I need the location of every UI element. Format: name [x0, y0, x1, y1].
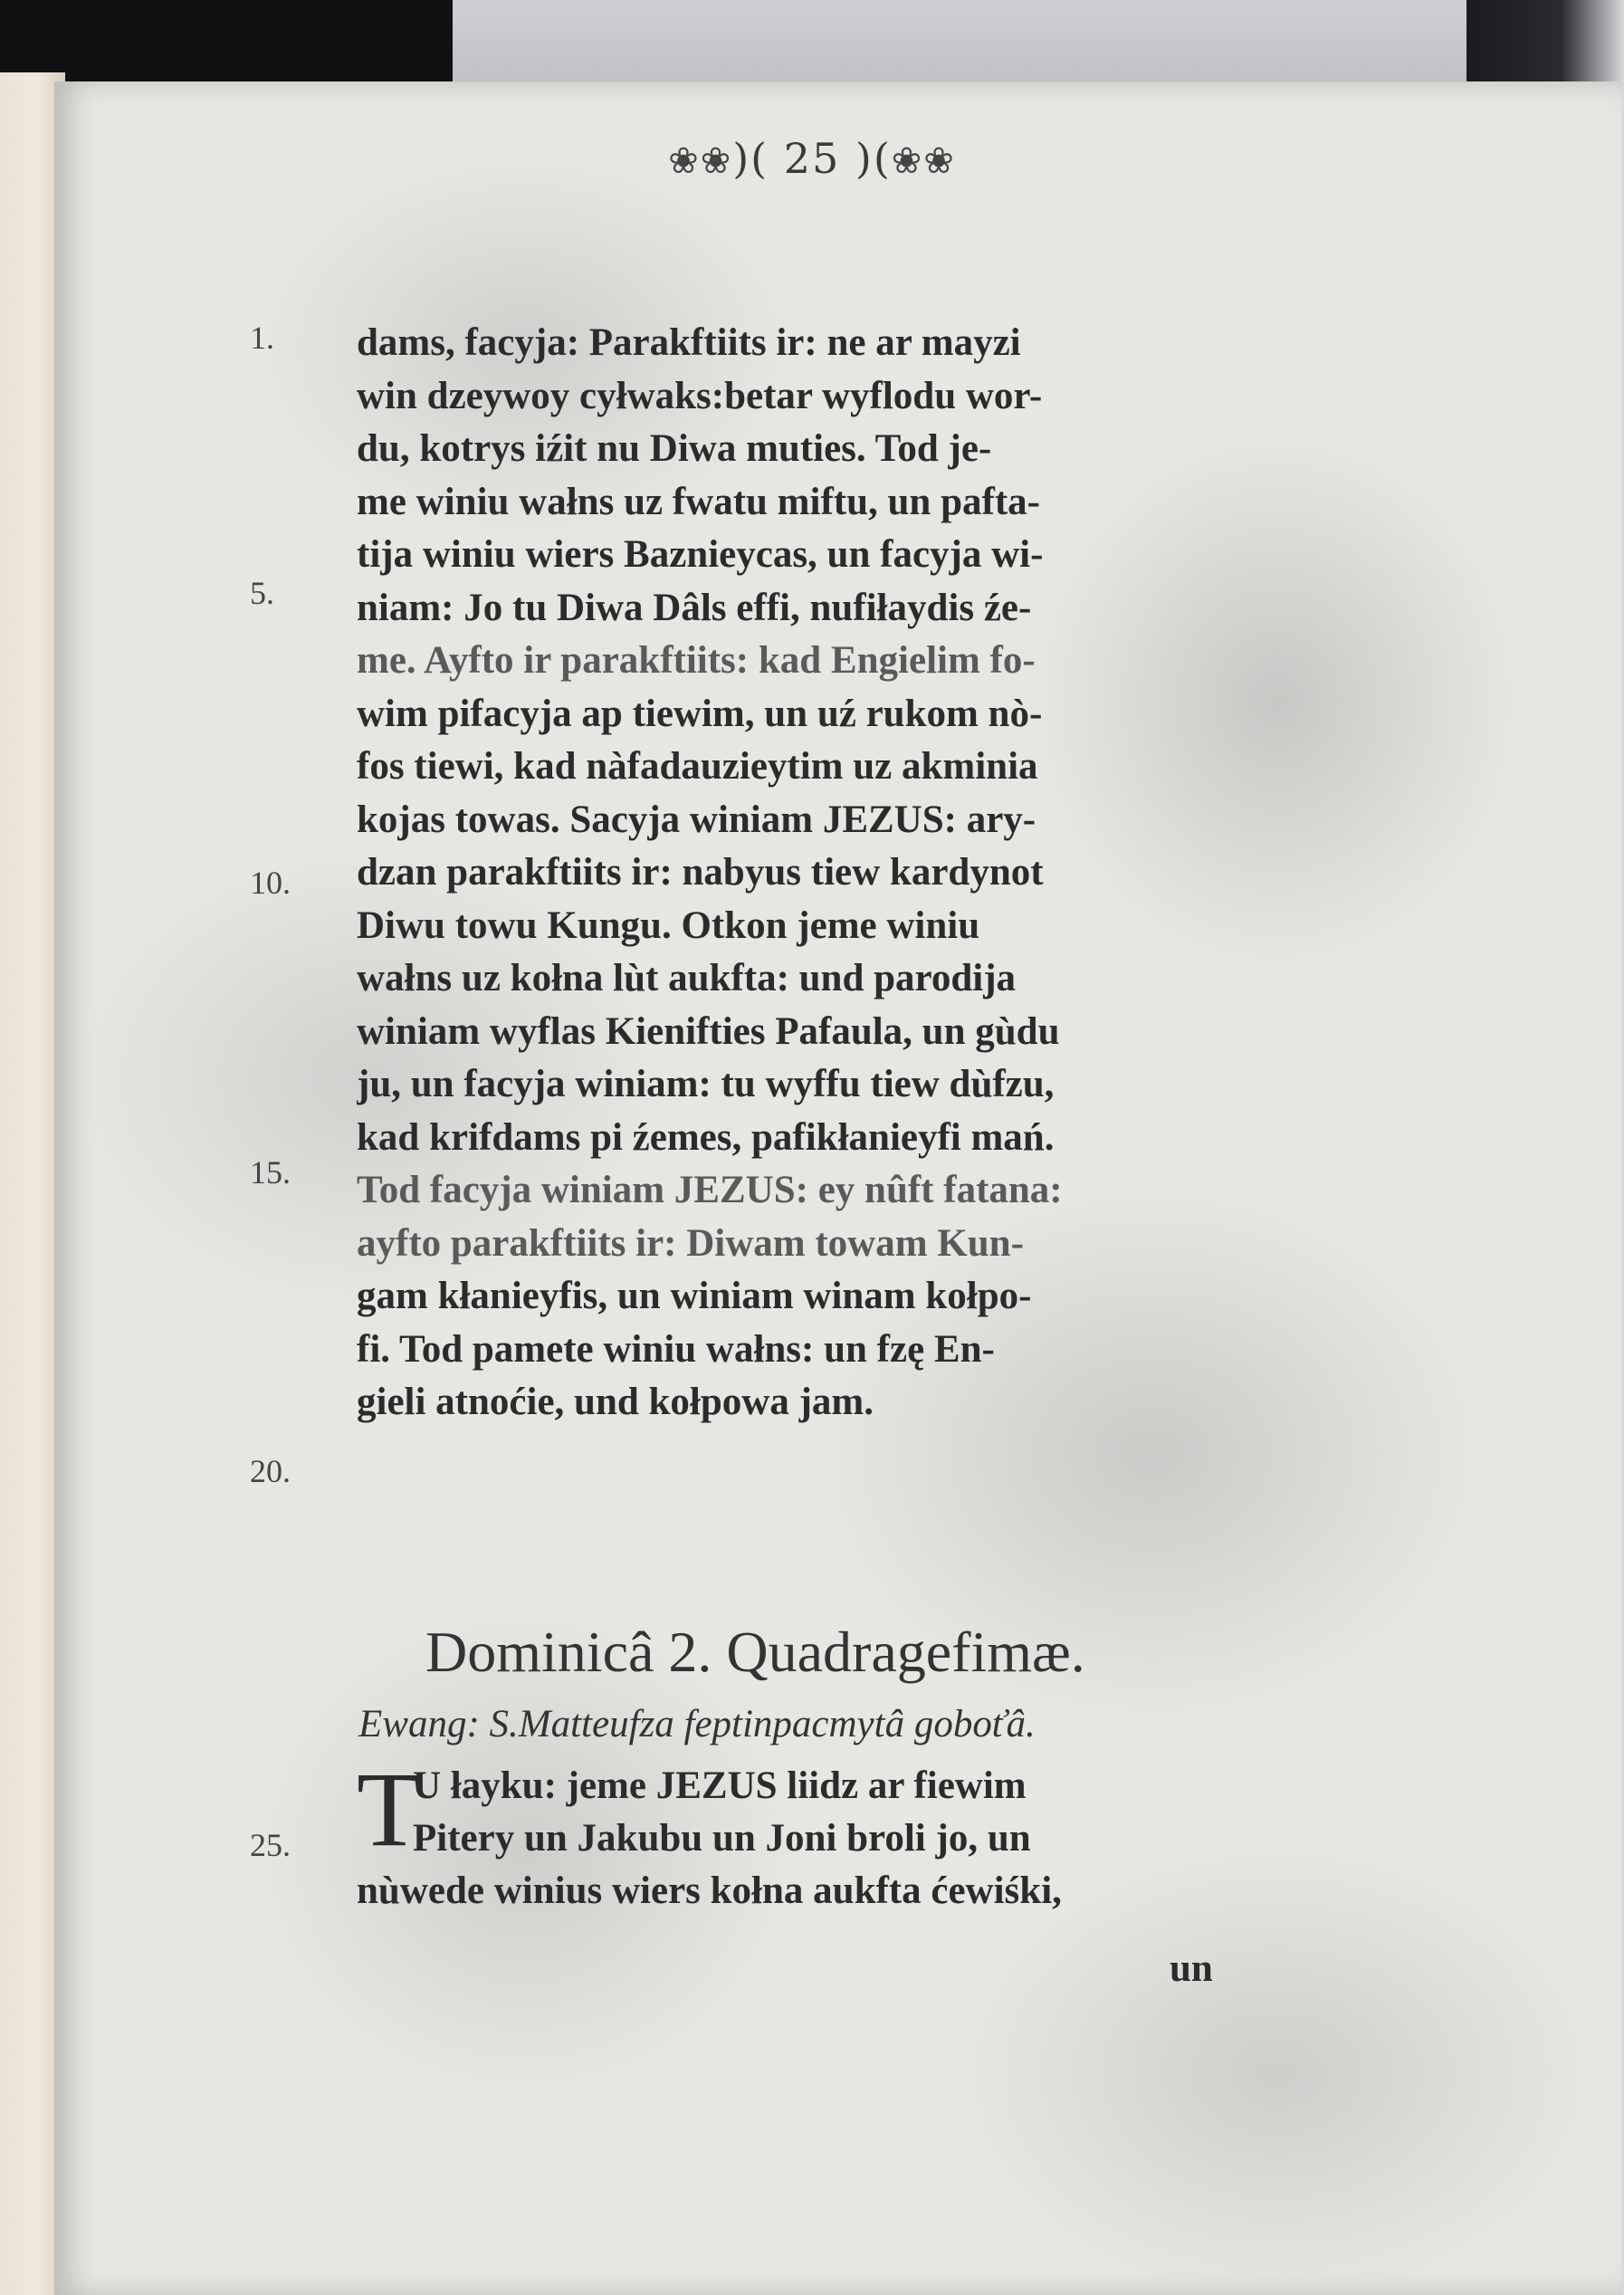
text-line: kojas towas. Sacyja winiam JEZUS: ary-	[357, 798, 1036, 841]
text-line: winiam wyflas Kienifties Pafaula, un gùdu	[357, 1009, 1060, 1053]
line-number: 10.	[250, 865, 291, 901]
page-number: )( 25 )(	[732, 134, 892, 183]
text-line: win dzeywoy cyłwaks:betar wyflodu wor-	[357, 374, 1043, 417]
text-line: fi. Tod pamete winiu wałns: un fzę En-	[357, 1327, 995, 1371]
section-subtitle: Ewang: S.Matteufza feptinpacmytâ goboťâ.	[358, 1703, 1036, 1745]
text-line: niam: Jo tu Diwa Dâls effi, nufiłaydis źe-	[357, 586, 1032, 629]
text-line: wałns uz kołna lùt aukfta: und parodija	[357, 957, 1017, 999]
line-number: 15.	[250, 1154, 291, 1191]
line-number: 25.	[250, 1827, 291, 1863]
line-number: 20.	[250, 1453, 291, 1489]
text-line: Diwu towu Kungu. Otkon jeme winiu	[357, 904, 980, 947]
text-line: dams, facyja: Parakftiits ir: ne ar mayzi	[357, 321, 1021, 364]
header-ornament-left: ❀❀	[668, 140, 733, 182]
line-number: 5.	[250, 575, 274, 611]
text-line: ju, un facyja winiam: tu wyffu tiew dùfzu,	[357, 1063, 1055, 1105]
catchword: un	[1170, 1947, 1213, 1990]
text-line: gam kłanieyfis, un winiam winam kołpo-	[357, 1275, 1032, 1317]
text-line: tija winiu wiers Baznieycas, un facyja wi-	[357, 533, 1044, 576]
gospel-text	[357, 1760, 1307, 1917]
drop-cap: T	[357, 1750, 423, 1869]
text-line: Pitery un Jakubu un Joni broli jo, un	[413, 1817, 1031, 1860]
text-line: Tod facyja winiam JEZUS: ey nûft fatana:	[357, 1169, 1063, 1211]
text-line: me. Ayfto ir parakftiits: kad Engielim fo-	[357, 639, 1036, 682]
body-text	[357, 317, 1307, 1430]
text-line: ayfto parakftiits ir: Diwam towam Kun-	[357, 1221, 1024, 1265]
text-line: gieli atnoćie, und kołpowa jam.	[357, 1381, 874, 1423]
line-number: 1.	[250, 320, 274, 356]
page-header	[0, 134, 1624, 183]
text-line: dzan parakftiits ir: nabyus tiew kardynot	[357, 851, 1044, 894]
text-line: nùwede winius wiers kołna aukfta ćewiśki,	[357, 1869, 1062, 1912]
text-line: wim pifacyja ap tiewim, un uź rukom nò-	[357, 692, 1043, 735]
text-line: U łayku: jeme JEZUS liidz ar fiewim	[413, 1764, 1027, 1807]
text-line: fos tiewi, kad nàfadauzieytim uz akminia	[357, 745, 1038, 788]
section-title: Dominicâ 2. Quadragefimæ.	[425, 1620, 1085, 1684]
text-line: kad krifdams pi źemes, pafikłanieyfi mań.	[357, 1115, 1055, 1159]
header-ornament-right: ❀❀	[891, 140, 956, 182]
text-line: me winiu wałns uz fwatu miftu, un pafta-	[357, 480, 1040, 523]
text-line: du, kotrys iźit nu Diwa muties. Tod je-	[357, 427, 992, 470]
